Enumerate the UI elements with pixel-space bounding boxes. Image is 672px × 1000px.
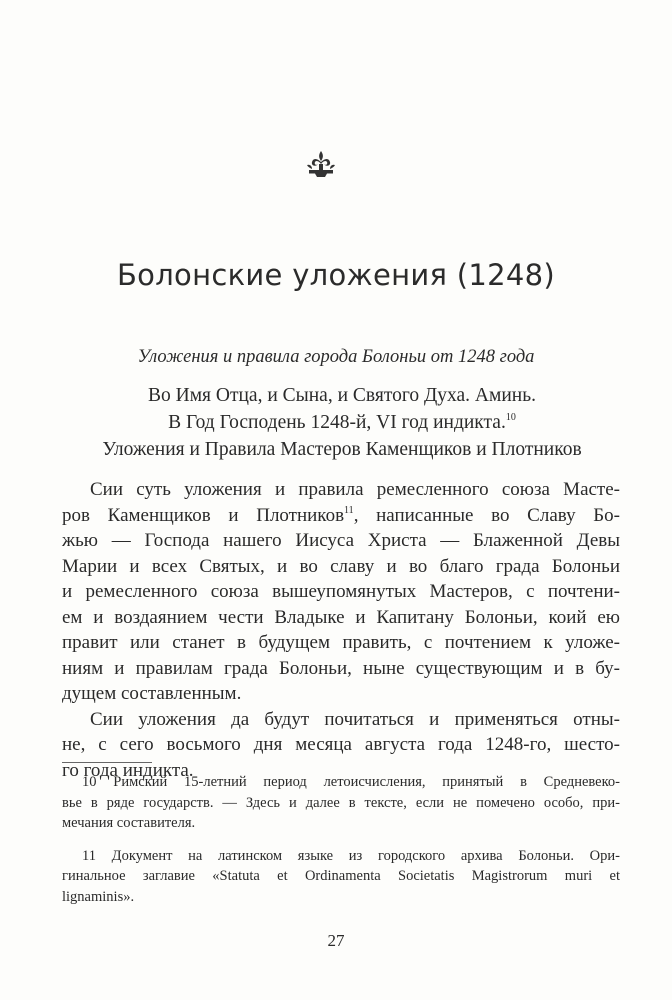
text-span: , написанные во Славу Бо- <box>353 504 620 526</box>
text-line: ем и воздаянием чести Владыке и Капитану Болоньи, коий ею <box>62 606 620 628</box>
text-span: ров Каменщиков и Плотников <box>62 504 345 526</box>
invocation-line: Во Имя Отца, и Сына, и Святого Духа. Аминь. <box>147 385 536 406</box>
invocation-line: Уложения и Правила Мастеров Каменщиков и Плотников <box>102 439 582 460</box>
footnote-10 <box>62 772 620 834</box>
text-line: ниям и правилам града Болоньи, ныне существующим и в бу- <box>62 657 620 679</box>
footnote-divider <box>62 762 152 763</box>
text-line: жью — Господа нашего Иисуса Христа — Блаженной Девы <box>62 530 620 551</box>
footnote-line: вье в ряде государств. — Здесь и далее в тексте, если не помечено особо, при- <box>62 794 620 811</box>
footnote-line: гинальное заглавие «Statuta et Ordinamenta Societatis Magistrorum muri et <box>62 868 620 884</box>
footnote-line: lignaminis». <box>62 888 135 905</box>
text-line: и ремесленного союза вышеупомянутых Мастеров, с почтени- <box>62 581 620 602</box>
text-line: дущем составленным. <box>62 683 242 704</box>
text-line: Сии уложения да будут почитаться и применяться отны- <box>90 708 620 730</box>
subtitle: Уложения и правила города Болоньи от 1248 года <box>137 347 535 367</box>
footnote-ref-10: 10 <box>505 412 516 423</box>
text-line: го года индикта. <box>62 759 194 781</box>
page-number: 27 <box>327 931 345 950</box>
footnotes <box>62 772 620 919</box>
footnote-line: 10 Римский 15-летний период летоисчисления, принятый в Средневеко- <box>82 774 620 790</box>
footnote-ref-11: 11 <box>344 504 354 516</box>
invocation-line <box>62 409 622 436</box>
text-line: правит или станет в будущем править, с почтением к уложе- <box>62 632 620 653</box>
footnote-11 <box>62 846 620 908</box>
footnote-line: 11 Документ на латинском языке из городского архива Болоньи. Ори- <box>82 847 620 864</box>
text-line: Марии и всех Святых, и во славу и во благо града Болоньи <box>62 555 620 577</box>
chapter-title: Болонские уложения (1248) <box>116 258 556 292</box>
invocation <box>62 382 622 463</box>
invocation-text: В Год Господень 1248-й, VI год индикта. <box>168 412 506 433</box>
fleuron-icon <box>306 150 336 178</box>
text-line <box>62 503 620 529</box>
text-line: не, с сего восьмого дня месяца августа года 1248-го, шесто- <box>62 734 620 755</box>
text-line: Сии суть уложения и правила ремесленного союза Масте- <box>90 479 620 500</box>
body-text <box>62 477 620 783</box>
footnote-line: мечания составителя. <box>62 815 196 831</box>
